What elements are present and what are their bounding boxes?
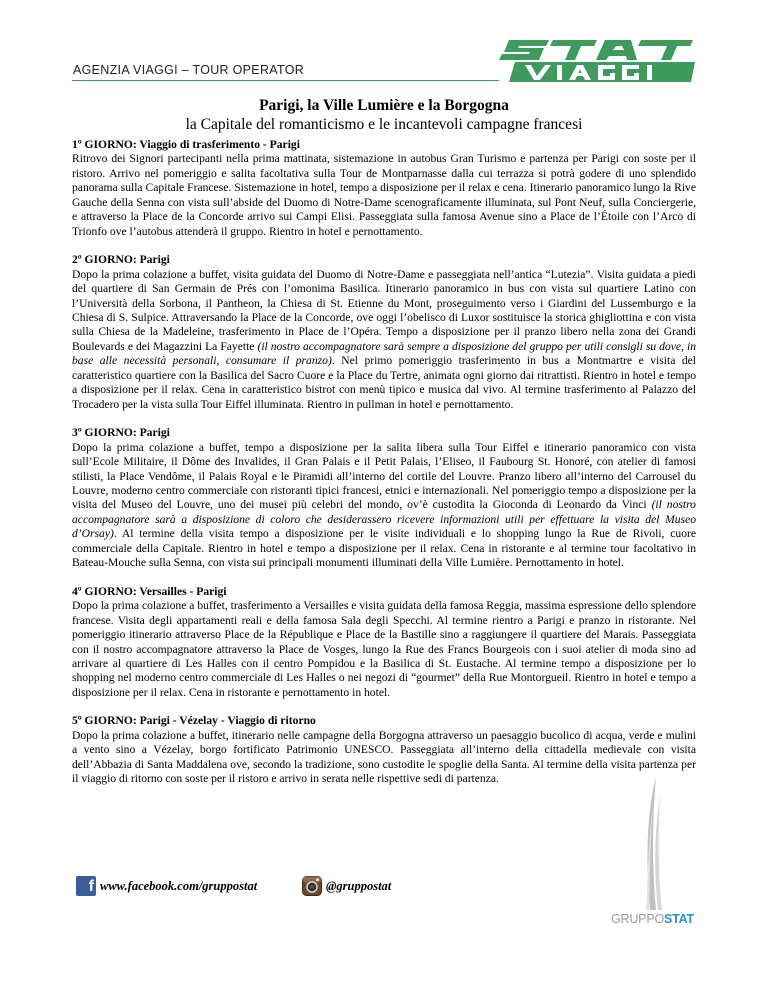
day-text: Dopo la prima colazione a buffet, itinerario nelle campagne della Borgogna attraverso un paesaggio bucolico di acqua, verde e mulini a vento sino a Vézelay, borgo fortificato Patrimonio UNESCO. Passeggiata all’interno della cittadella medievale con visita dell’Abbazia di Santa Maddalena ove, secondo la tradizione, sono custodite le spoglie della Santa. Al termine della visita partenza per il viaggio di ritorno con soste per il ristoro e arrivo in serata nelle rispettive sedi di partenza. [72,728,696,786]
agency-label: AGENZIA VIAGGI – TOUR OPERATOR [73,63,305,77]
gruppostat-logo-mark [616,775,696,935]
page-subtitle: la Capitale del romanticismo e le incantevoli campagne francesi [185,116,583,133]
day-note: (il nostro accompagnatore sarà sempre a disposizione del gruppo per utili consigli su dove, in base alle necessità personali, consumare il pranzo) [72,339,696,368]
day-heading: 4º GIORNO: Versailles - Parigi [72,584,227,598]
day-2 [72,253,696,412]
day-text: Dopo la prima colazione a buffet, tempo a disposizione per la salita libera sulla Tour Eiffel e itinerario panoramico con vista sull’Ecole Militaire, il Dôme des Invalides, il Gran Palais e il Petit Palais, l’Eliseo, il Faubourg St. Honoré, con atelier di famosi stilisti, la Place Vendôme, il Palais Royal e le Piramidi all’interno del cortile del Louvre. Pranzo libero all’interno del Carrousel du Louvre, moderno centro commerciale con ristoranti tipici francesi, etnici e internazionali. Nel pomeriggio tempo a disposizione per la visita del Museo del Louvre, uno dei musei più celebri del mondo, ov’è custodita la Gioconda di Leonardo da Vinci [72,440,696,512]
instagram-link[interactable] [302,876,391,896]
itinerary [72,138,696,801]
facebook-icon: f [76,876,96,896]
stat-viaggi-logo [497,38,695,82]
day-text: Dopo la prima colazione a buffet, visita guidata del Duomo di Notre-Dame e passeggiata nell’antica “Lutezia”. Visita guidata a piedi del quartiere di San Germain de Prés con l’omonima Basilica. Itinerario panoramico in bus con vista sul quartiere Latino con l’Università della Sorbona, il Pantheon, la Chiesa di St. Etienne du Mont, proseguimento verso i Giardini del Lussemburgo e la Chiesa di S. Sulpice. Attraversando la Place de la Concorde, ove oggi l’obelisco di Luxor sostituisce la storica ghigliottina e con vista sulla Chiesa de la Madeleine, trasferimento in Place de l’Opéra. Tempo a disposizione per il pranzo libero nella zona dei Grandi Boulevards e dei Magazzini La Fayette [72,267,696,353]
day-heading: 5º GIORNO: Parigi - Vézelay - Viaggio di ritorno [72,714,316,728]
group-word-gray: GRUPPO [611,912,664,926]
day-text: . Nel primo pomeriggio trasferimento in bus a Montmartre e visita del caratteristico quartiere con la Basilica del Sacro Cuore e la Place du Tertre, animata ogni giorno dai ritrattisti. Rientro in hotel e tempo a disposizione per il relax. Cena in caratteristico bistrot con menù tipico e musica dal vivo. Al termine trasferimento al Palazzo del Trocadero per la vista sulla Tour Eiffel illuminata. Rientro in pullman in hotel e pernottamento. [72,354,697,411]
day-3 [72,426,696,571]
day-text: Dopo la prima colazione a buffet, trasferimento a Versailles e visita guidata della famosa Reggia, massima espressione dello splendore francese. Visita degli appartamenti reali e della famosa Sala degli Specchi. Al termine rientro a Parigi e pranzo in ristorante. Nel pomeriggio itinerario attraverso Place de la République e Place de la Bastille sino a raggiungere il quartiere del Marais. Passeggiata con il nostro accompagnatore attraverso la Place de Vosges, lungo la Rue des Francs Bourgeois con i suoi atelier di moda sino ad arrivare al quartiere di Les Halles con il centro Pompidou e la Basilica di St. Eustache. Al termine tempo a disposizione per lo shopping nel moderno centro commerciale di Les Halles o nei negozi di “gourmet” della Rue Montorgueil. Rientro in hotel e tempo a disposizione per il relax. Cena in ristorante e pernottamento in hotel. [72,599,696,699]
facebook-url[interactable]: www.facebook.com/gruppostat [100,878,258,893]
day-heading: 2º GIORNO: Parigi [72,253,170,267]
day-5 [72,714,696,786]
instagram-handle[interactable]: @gruppostat [326,878,392,893]
instagram-icon [302,876,322,896]
facebook-link[interactable] [76,876,257,896]
group-word-blue: STAT [663,912,694,926]
day-heading: 3º GIORNO: Parigi [72,426,170,440]
day-heading: 1º GIORNO: Viaggio di trasferimento - Parigi [72,138,300,151]
day-1 [72,138,696,239]
title-block [0,96,768,134]
day-note: (il nostro accompagnatore sarà a disposizione di coloro che desiderassero ricevere informazioni utili per effettuare la visita del Museo d’Orsay) [72,498,696,541]
day-text: Ritrovo dei Signori partecipanti nella prima mattinata, sistemazione in autobus Gran Turismo e partenza per Parigi con soste per il ristoro. Arrivo nel pomeriggio e salita facoltativa sulla Tour de Montparnasse dalla cui terrazza si potrà godere di uno splendido panorama sulla Capitale Francese. Sistemazione in hotel, tempo a disposizione per il relax e cena. Itinerario panoramico lungo la Rive Gauche della Senna con vista sull’abside del Duomo di Notre-Dame scenograficamente illuminata, sul Pont Neuf, sulla Conciergerie, e attraverso la Place de la Concorde arrivo sui Campi Elisi. Passeggiata sulla famosa Avenue sino a Place de l’Étoile con l’Arco di Trionfo ove l’autobus attenderà il gruppo. Rientro in hotel e pernottamento. [72,152,696,238]
gruppostat-wordmark [611,912,694,926]
day-4 [72,585,696,701]
page-title: Parigi, la Ville Lumière e la Borgogna [259,97,509,114]
header-divider [72,80,499,81]
day-text: . Al termine della visita tempo a disposizione per le visite individuali e lo shopping lungo la Rue de Rivoli, cuore commerciale della Capitale. Rientro in hotel e tempo a disposizione per il relax. Cena in ristorante e al termine tour facoltativo in Bateau-Mouche sulla Senna, con vista sui principali monumenti illuminati della Ville Lumière. Pernottamento in hotel. [72,527,696,570]
